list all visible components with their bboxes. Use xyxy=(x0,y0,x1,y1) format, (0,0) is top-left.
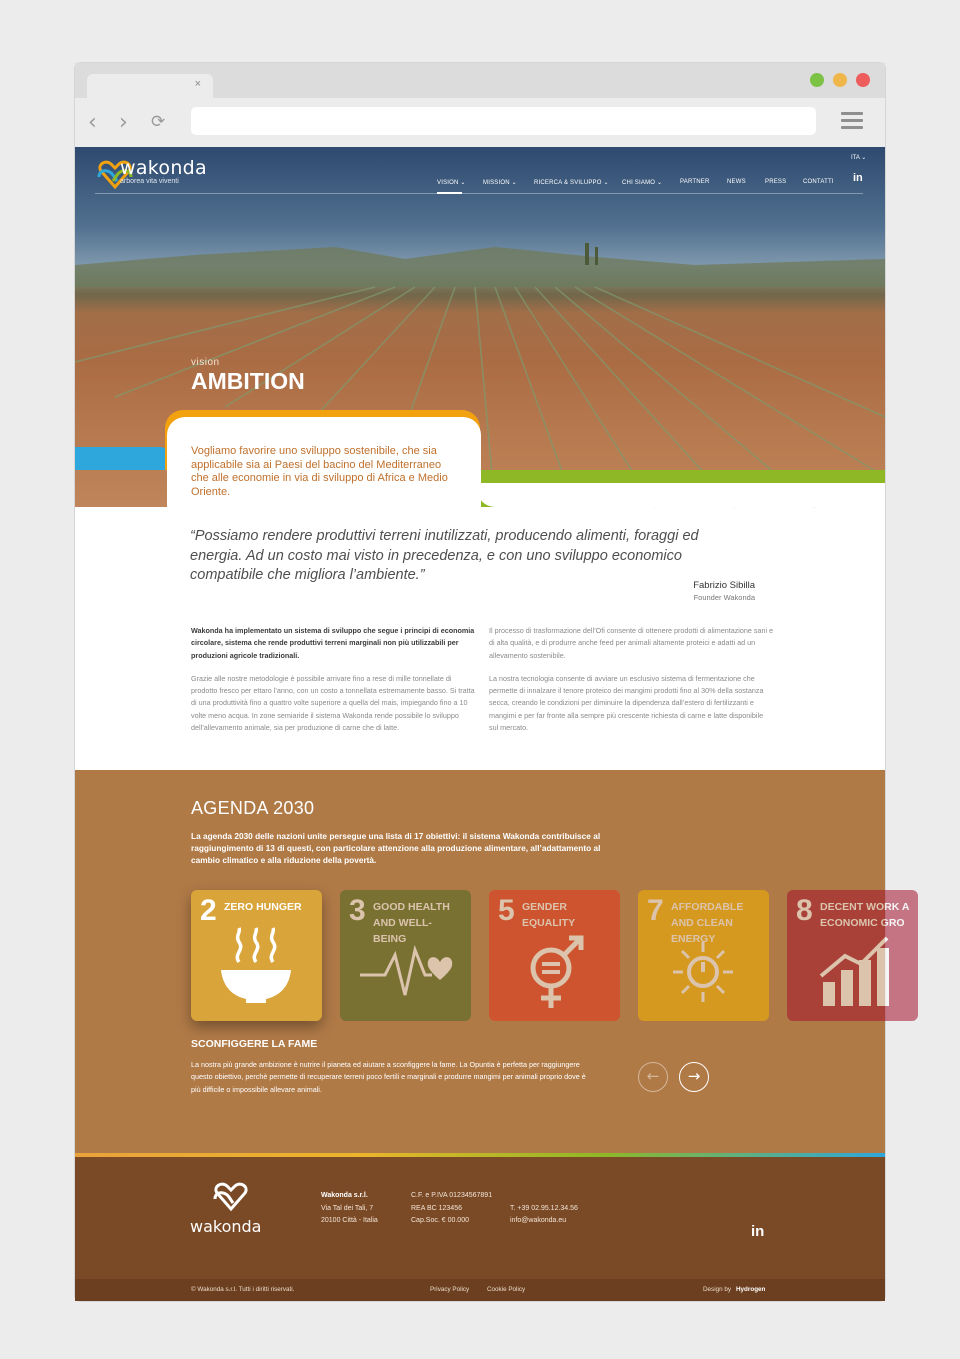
left-lead-paragraph: Wakonda ha implementato un sistema di sviluppo che segue i principi di economia circolare, sistema che rende produttivi terreni marginali non più utilizzabili per produzioni agricole tradizionali. xyxy=(191,626,475,660)
sdg-card-8[interactable] xyxy=(787,890,918,1021)
footer-linkedin-icon[interactable]: in xyxy=(751,1223,765,1240)
left-body-paragraph: Grazie alle nostre metodologie è possibile arrivare fino a rese di mille tonnellate di prodotto fresco per ettaro l’anno, con un costo a tonnellata estremamente basso. Si tratta di una produttività fino a quattro volte superiore a quella del mais, impiegando fino a 10 volte meno acqua. In zone semiaride il sistema Wakonda rende possibile lo sviluppo dell’allevamento animale, sia per produzione di carne che di latte. xyxy=(191,673,475,733)
callout-text: Vogliamo favorire uno sviluppo sostenibile, che sia applicabile sia ai Paesi del bacino del Mediterraneo che alle economie in via di sviluppo di Africa e Medio Oriente. xyxy=(191,445,448,498)
sdg-card-5[interactable] xyxy=(489,890,620,1021)
sdg-label: ZERO HUNGER xyxy=(224,901,302,913)
carousel-prev-button[interactable]: ← xyxy=(638,1062,668,1092)
footer-phone[interactable]: T. +39 02.95.12.34.56 xyxy=(510,1205,578,1212)
sun-power-icon xyxy=(638,890,769,1021)
privacy-policy-link[interactable]: Privacy Policy xyxy=(430,1286,470,1293)
back-arrow-icon[interactable]: ‹ xyxy=(88,110,97,135)
designer-link[interactable]: Hydrogen xyxy=(736,1286,766,1293)
window-close-dot[interactable] xyxy=(856,73,870,87)
sdg-label: AFFORDABLE AND CLEAN ENERGY xyxy=(671,901,744,945)
window-maximize-dot[interactable] xyxy=(810,73,824,87)
text-column-left xyxy=(191,625,476,745)
hero-kicker: vision xyxy=(191,357,220,368)
hamburger-menu-icon[interactable] xyxy=(841,112,863,130)
bowl-icon xyxy=(191,890,322,1021)
linkedin-icon[interactable]: in xyxy=(853,172,863,184)
right-paragraph-1: Il processo di trasformazione dell’Ofi consente di ottenere prodotti di alimentazione sani e di alta qualità, e di produrre anche feed per animali altamente proteici e adatti ad un allevamento sostenibile. xyxy=(489,626,774,660)
sdg-number: 5 xyxy=(498,894,515,927)
growth-chart-icon xyxy=(787,890,918,1021)
agenda-intro: La agenda 2030 delle nazioni unite persegue una lista di 17 obiettivi: il sistema Wakonda contribuisce al raggiungimento di 13 di questi, con particolare attenzione alla produzione alimentare, all’adattamento al cambio climatico e alla riduzione della povertà. xyxy=(191,831,601,865)
browser-chrome xyxy=(75,63,885,147)
founder-quote: “Possiamo rendere produttivi terreni inutilizzati, producendo alimenti, foraggi ed energia. Ad un costo mai visto in precedenza, e con uno sviluppo economico compatibile che migliora l’ambiente.” xyxy=(190,528,699,583)
language-selector[interactable]: ITA ⌄ xyxy=(851,155,867,161)
cookie-policy-link[interactable]: Cookie Policy xyxy=(487,1286,526,1293)
sdg-card-7[interactable] xyxy=(638,890,769,1021)
nav-partner[interactable]: PARTNER xyxy=(680,179,710,185)
design-credit-label: Design by xyxy=(703,1286,732,1293)
footer-email[interactable]: info@wakonda.eu xyxy=(510,1217,567,1224)
nav-news[interactable]: NEWS xyxy=(727,179,746,185)
sdg-number: 8 xyxy=(796,894,813,927)
address-bar[interactable] xyxy=(191,107,816,135)
gender-icon xyxy=(489,890,620,1021)
nav-press[interactable]: PRESS xyxy=(765,179,787,185)
tab-close-icon[interactable]: × xyxy=(194,78,201,90)
browser-window xyxy=(75,63,910,1301)
footer-tax-2: REA BC 123456 xyxy=(411,1205,462,1212)
agenda-section xyxy=(75,770,910,1153)
sdg-number: 3 xyxy=(349,894,366,927)
sdg-label: GENDER EQUALITY xyxy=(522,901,576,929)
reload-icon[interactable]: ⟳ xyxy=(151,112,166,132)
hero-title: AMBITION xyxy=(191,368,305,394)
nav-vision[interactable]: VISION ⌄ xyxy=(437,180,466,186)
text-column-right xyxy=(489,625,774,745)
nav-ricerca-sviluppo[interactable]: RICERCA & SVILUPPO ⌄ xyxy=(534,180,609,186)
web-page xyxy=(75,147,910,1301)
quote-author-role: Founder Wakonda xyxy=(693,593,755,602)
logo-tagline: arborea vita viventi xyxy=(120,178,179,185)
sdg-number: 7 xyxy=(647,894,664,927)
sdg-card-2[interactable] xyxy=(191,890,322,1021)
footer-address-2: 20100 Città - Italia xyxy=(321,1217,378,1224)
agenda-title: AGENDA 2030 xyxy=(191,798,315,818)
logo-wordmark[interactable]: wakonda xyxy=(120,157,207,179)
nav-active-indicator xyxy=(437,192,462,194)
footer-address-1: Via Tal dei Tali, 7 xyxy=(321,1205,374,1212)
heartbeat-icon xyxy=(340,890,471,1021)
browser-tab[interactable] xyxy=(87,74,213,98)
carousel-next-button[interactable]: → xyxy=(679,1062,709,1092)
header-divider xyxy=(95,193,863,194)
nav-mission[interactable]: MISSION ⌄ xyxy=(483,180,517,186)
right-paragraph-2: La nostra tecnologia consente di avviare un esclusivo sistema di fermentazione che permette di innalzare il tenore proteico dei mangimi prodotti fino al 30% della sostanza secca, creando le condizioni per diminuire la dipendenza dall’estero di fertilizzanti e mangimi e per far fronte alla sempre più crescente richiesta di carne e latte disponibile sul mercato. xyxy=(489,673,764,733)
footer-logo-wordmark[interactable]: wakonda xyxy=(190,1217,262,1236)
sdg-label: DECENT WORK A ECONOMIC GRO xyxy=(820,901,910,929)
footer-company-name: Wakonda s.r.l. xyxy=(321,1192,368,1199)
nav-chi-siamo[interactable]: CHI SIAMO ⌄ xyxy=(622,180,663,186)
sdg-card-3[interactable] xyxy=(340,890,471,1021)
sdg-number: 2 xyxy=(200,894,217,927)
footer-logo-icon[interactable] xyxy=(211,1181,251,1213)
forward-arrow-icon[interactable]: › xyxy=(119,110,128,135)
goal-description: La nostra più grande ambizione è nutrire il pianeta ed aiutare a sconfiggere la fame. La Opuntia è perfetta per raggiungere questo obiettivo, perchè permette di recuperare terreni poco fertili e marginali e produrre mangimi per animali proprio dove è più difficile o impossibile allevare animali. xyxy=(191,1060,586,1094)
footer-tax-1: C.F. e P.IVA 01234567891 xyxy=(411,1192,493,1199)
quote-author: Fabrizio Sibilla xyxy=(693,580,755,591)
window-minimize-dot[interactable] xyxy=(833,73,847,87)
accent-band-blue xyxy=(75,447,175,470)
footer-tax-3: Cap.Soc. € 00.000 xyxy=(411,1217,469,1224)
sdg-label: GOOD HEALTH AND WELL-BEING xyxy=(373,901,450,945)
content-curve xyxy=(477,483,885,507)
nav-contatti[interactable]: CONTATTI xyxy=(803,179,834,185)
goal-title: SCONFIGGERE LA FAME xyxy=(191,1038,318,1050)
footer-copyright: © Wakonda s.r.l. Tutti i diritti riservati. xyxy=(191,1286,295,1293)
